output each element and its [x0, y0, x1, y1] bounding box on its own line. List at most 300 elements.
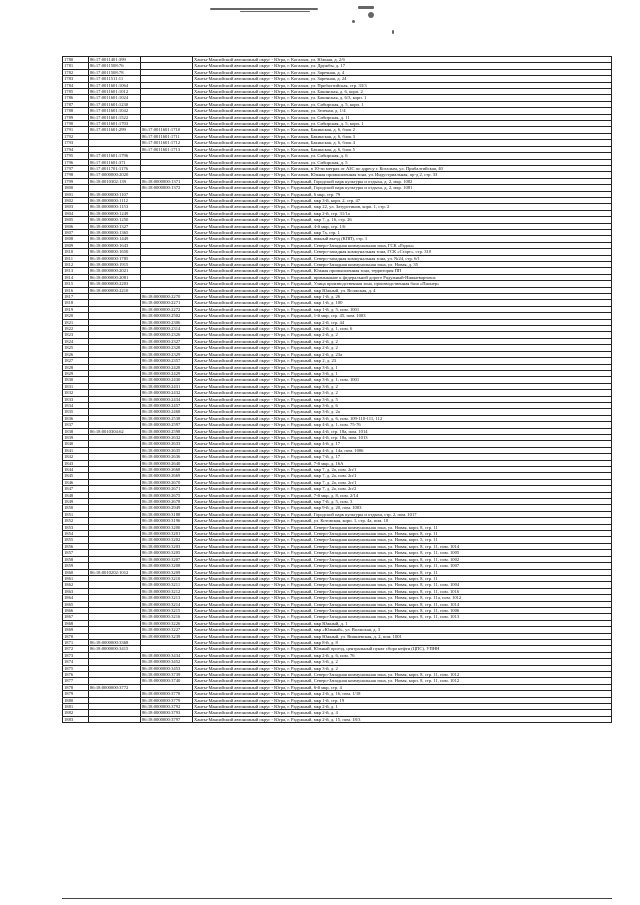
address: Ханты-Мансийский автономный округ - Югра, г. Радужный, мкр Южный, ул. Вишневская, д. 2, пом. 1001	[193, 633, 612, 639]
cadastral-number-2: 86:18:0000000:2429	[141, 370, 193, 376]
cadastral-number-2: 86:18:0000000:2949	[141, 505, 193, 511]
address: Ханты-Мансийский автономный округ - Югра, г. Радужный, мкр 2-й, д. 2	[193, 332, 612, 338]
row-number: 1794	[63, 146, 89, 152]
cadastral-number-2: 86:18:0000000:1372	[141, 185, 193, 191]
cadastral-number-2: 86:18:0000000:3452	[141, 659, 193, 665]
address: Ханты-Мансийский автономный округ - Югра, г. Когалым, ул. Заречная, д. 4	[193, 69, 612, 75]
address: Ханты-Мансийский автономный округ - Югра, г. Когалым, ул. Сибирская, д. 11	[193, 114, 612, 120]
cadastral-number-2: 86:18:0000000:3239	[141, 633, 193, 639]
cadastral-number-2: 86:18:0000000:2668	[141, 467, 193, 473]
row-number: 1793	[63, 140, 89, 146]
row-number: 1817	[63, 294, 89, 300]
cadastral-number-2: 86:18:0000000:2633	[141, 441, 193, 447]
row-number: 1815	[63, 281, 89, 287]
address: Ханты-Мансийский автономный округ - Югра, г. Радужный, мкр 2-й, д. 16, пом. 1/18	[193, 691, 612, 697]
row-number: 1808	[63, 236, 89, 242]
row-number: 1829	[63, 370, 89, 376]
scan-mark	[240, 11, 310, 12]
address: Ханты-Мансийский автономный округ - Югра, г. Радужный, Северо-Западная коммунальная зона, ул. Новая, корп. 8, стр. 11а, пом. 1012	[193, 595, 612, 601]
cadastral-number-2: 86:18:0000000:3227	[141, 627, 193, 633]
row-number: 1870	[63, 633, 89, 639]
cadastral-number-1: 86:17:0011601:1522	[89, 114, 141, 120]
cadastral-number-2: 86:18:0000000:3740	[141, 678, 193, 684]
address: Ханты-Мансийский автономный округ - Югра, г. Радужный, мкр 7, д. 2а, пом. 2п/1	[193, 473, 612, 479]
row-number: 1824	[63, 338, 89, 344]
address: Ханты-Мансийский автономный округ - Югра, г. Радужный, мкр 7-й, д. 17	[193, 454, 612, 460]
address: Ханты-Мансийский автономный округ - Югра, г. Радужный, 7-й мкр, д. 16А	[193, 460, 612, 466]
cadastral-number-1: 86:17:0011701:1176	[89, 165, 141, 171]
registry-table-body	[63, 57, 612, 723]
row-number: 1839	[63, 434, 89, 440]
row-number: 1859	[63, 563, 89, 569]
row-number: 1827	[63, 358, 89, 364]
registry-table	[62, 56, 612, 723]
cadastral-number-2: 86:18:0000000:3210	[141, 575, 193, 581]
cadastral-number-1: 86:18:0000000:1153	[89, 204, 141, 210]
row-number: 1847	[63, 486, 89, 492]
row-number: 1833	[63, 396, 89, 402]
row-number: 1814	[63, 274, 89, 280]
cadastral-number-2: 86:18:0000000:2329	[141, 351, 193, 357]
cadastral-number-2: 86:18:0000000:3203	[141, 543, 193, 549]
row-number: 1875	[63, 665, 89, 671]
cadastral-number-1: 86:17:0011601:1024	[89, 95, 141, 101]
address: Ханты-Мансийский автономный округ - Югра, г. Радужный, Северо-Западная коммунальная зона, ул. Новая, корп. 8, стр. 11, пом. 1002	[193, 556, 612, 562]
cadastral-number-2: 86:17:0011601:1713	[141, 146, 193, 152]
cadastral-number-2: 86:18:0000000:2431	[141, 383, 193, 389]
row-number: 1832	[63, 390, 89, 396]
address: Ханты-Мансийский автономный округ - Югра, г. Радужный, мкр 2-й, д. 4	[193, 710, 612, 716]
row-number: 1804	[63, 210, 89, 216]
address: Ханты-Мансийский автономный округ - Югра, г. Радужный, мкр 7, д. 2а, пом. 2п/2	[193, 486, 612, 492]
cadastral-number-2: 86:17:0011601:1710	[141, 127, 193, 133]
address: Ханты-Мансийский автономный округ - Югра, г. Радужный, мкр 2-й, д. 2	[193, 338, 612, 344]
row-number: 1854	[63, 531, 89, 537]
cadastral-number-1: 86:18:0010302:139	[89, 178, 141, 184]
cadastral-number-2: 86:18:0000000:2675	[141, 492, 193, 498]
row-number: 1879	[63, 691, 89, 697]
cadastral-number-2: 86:18:0000000:2428	[141, 364, 193, 370]
row-number: 1830	[63, 377, 89, 383]
row-number: 1863	[63, 588, 89, 594]
cadastral-number-1: 86:17:0011601:1064	[89, 82, 141, 88]
address: Ханты-Мансийский автономный округ - Югра, г. Радужный, мкр 7, д. 2а, пом. 2п/1	[193, 479, 612, 485]
address: Ханты-Мансийский автономный округ - Югра, г. Радужный, мкр Южный, д. 1	[193, 620, 612, 626]
row-number: 1848	[63, 492, 89, 498]
row-number: 1819	[63, 306, 89, 312]
address: Ханты-Мансийский автономный округ - Югра, г. Радужный, мкр 3-й, корп. 2, стр. 47	[193, 197, 612, 203]
row-number: 1795	[63, 153, 89, 159]
cadastral-number-2: 86:18:0000000:3739	[141, 672, 193, 678]
cadastral-number-2: 86:18:0000000:2669	[141, 473, 193, 479]
address: Ханты-Мансийский автономный округ - Югра, г. Радужный, Улица производственная зона, производственная база «Пионер»	[193, 281, 612, 287]
address: Ханты-Мансийский автономный округ - Югра, г. Когалым, Бакинская, д. 6, блок 4	[193, 140, 612, 146]
row-number: 1823	[63, 332, 89, 338]
address: Ханты-Мансийский автономный округ - Югра, г. Радужный, Северо-Западная коммунальная зона, ул. Новая, корп. 8, стр. 11, пом. 1014	[193, 543, 612, 549]
address: Ханты-Мансийский автономный округ - Югра, г. Радужный, мкр 3-й, д. 6	[193, 402, 612, 408]
row-number: 1805	[63, 217, 89, 223]
address: Ханты-Мансийский автономный округ - Югра, г. Радужный, примыкание к федеральной дороге Радужный-Нижневартовск	[193, 274, 612, 280]
cadastral-number-2: 86:18:0000000:3778	[141, 691, 193, 697]
row-number: 1822	[63, 326, 89, 332]
scan-header-artifacts	[0, 0, 640, 48]
row-number: 1852	[63, 518, 89, 524]
address: Ханты-Мансийский автономный округ - Югра, г. Когалым, ул. Заречная, д. 24	[193, 76, 612, 82]
row-number: 1800	[63, 185, 89, 191]
address: Ханты-Мансийский автономный округ - Югра, г. Радужный, Северо-Западная коммунальная зона, ул. Новая, корп. 8, стр. 11, пом. 1013	[193, 614, 612, 620]
scan-mark	[352, 20, 355, 23]
address: Ханты-Мансийский автономный округ - Югра, г. Радужный, Северо-Западная коммунальная зона, ГСК «Радон»	[193, 242, 612, 248]
row-number: 1802	[63, 197, 89, 203]
address: Ханты-Мансийский автономный округ - Югра, г. Радужный, 1-й мкр, стр. 45, пом. 1003	[193, 313, 612, 319]
address: Ханты-Мансийский автономный округ - Югра, г. Радужный, мкр 7, д. 16, стр. 26	[193, 217, 612, 223]
cadastral-number-1: 86:18:0000000:1449	[89, 236, 141, 242]
row-number: 1809	[63, 242, 89, 248]
row-number: 1865	[63, 601, 89, 607]
cadastral-number-1: 86:18:0000000:1250	[89, 217, 141, 223]
cadastral-number-1: 86:17:0011508:76	[89, 63, 141, 69]
row-number: 1868	[63, 620, 89, 626]
address: Ханты-Мансийский автономный округ - Югра, г. Когалым, Бакинская, д. 6, блок 3	[193, 133, 612, 139]
address: Ханты-Мансийский автономный округ - Югра, г. Радужный, мкр 3-й, д. 1	[193, 370, 612, 376]
address: Ханты-Мансийский автономный округ - Югра, г. Радужный, мкр 3-й, д. 1	[193, 364, 612, 370]
address: Ханты-Мансийский автономный округ - Югра, г. Радужный, Северо-Западная коммунальная зона, ул. Новая, корп. 8, стр. 11, пом. 1012	[193, 672, 612, 678]
scan-mark	[368, 12, 374, 18]
address: Ханты-Мансийский автономный округ - Югра, г. Когалым, ул. Сибирская, д. 5	[193, 159, 612, 165]
cadastral-number-1: 86:17:0011508:78	[89, 69, 141, 75]
cadastral-number-2: 86:18:0000000:3213	[141, 595, 193, 601]
cadastral-number-1: 86:18:0000000:1643	[89, 242, 141, 248]
address: Ханты-Мансийский автономный округ - Югра, г. Когалым, ул. Южная, д. 2/б	[193, 57, 612, 63]
address: Ханты-Мансийский автономный округ - Югра, г. Радужный, Северо-Западная коммунальная зона, ул. Новая, корп. 8, стр. 11, пом. 1016	[193, 588, 612, 594]
cadastral-number-1: 86:18:0000000:1107	[89, 191, 141, 197]
scan-mark	[210, 8, 318, 10]
row-number: 1843	[63, 460, 89, 466]
address: Ханты-Мансийский автономный округ - Югра, г. Радужный, мкр 2-й, д. 2	[193, 345, 612, 351]
address: Ханты-Мансийский автономный округ - Югра, г. Когалым, Южная промышленная зона, ул. Индустриальная, пр-д 2, стр. 33	[193, 172, 612, 178]
cadastral-number-1: 86:18:0000000:1915	[89, 262, 141, 268]
address: Ханты-Мансийский автономный округ - Югра, г. Радужный, Южная промышленная зона, территория ПП	[193, 268, 612, 274]
cadastral-number-2: 86:18:0000000:2670	[141, 479, 193, 485]
row-number: 1782	[63, 69, 89, 75]
address: Ханты-Мансийский автономный округ - Югра, г. Радужный, мкр 4-й, стр. 18а, пом. 1013	[193, 434, 612, 440]
row-number: 1858	[63, 556, 89, 562]
bottom-rule	[62, 898, 612, 899]
row-number: 1866	[63, 607, 89, 613]
row-number: 1807	[63, 229, 89, 235]
address: Ханты-Мансийский автономный округ - Югра, г. Когалым, ул. Бакинская, д. 6/3, корп. 1	[193, 95, 612, 101]
address: Ханты-Мансийский автономный округ - Югра, г. Радужный, Северо-западная коммунальная зона, ГСК «Старт», стр. 310	[193, 249, 612, 255]
address: Ханты-Мансийский автономный округ - Югра, г. Когалым, ул. Бакинская, д. 6, корп. 2	[193, 89, 612, 95]
row-number: 1855	[63, 537, 89, 543]
row-number: 1831	[63, 383, 89, 389]
cadastral-number-2: 86:18:0000000:2272	[141, 306, 193, 312]
cadastral-number-1: 86:17:0011401:399	[89, 57, 141, 63]
cadastral-number-1: 86:18:0000000:3368	[89, 639, 141, 645]
cadastral-number-2: 86:18:0000000:2306	[141, 319, 193, 325]
cadastral-number-2: 86:18:0000000:2671	[141, 486, 193, 492]
cadastral-number-1: 86:17:0000000:2020	[89, 172, 141, 178]
address: Ханты-Мансийский автономный округ - Югра, г. Радужный, мкр 7а, стр. 1	[193, 229, 612, 235]
row-number: 1864	[63, 595, 89, 601]
address: Ханты-Мансийский автономный округ - Югра, г. Радужный, мкр 3-й, д. 2	[193, 665, 612, 671]
cadastral-number-2: 86:18:0000000:2502	[141, 313, 193, 319]
row-number: 1857	[63, 550, 89, 556]
address: Ханты-Мансийский автономный округ - Югра, г. Радужный, Городской парк культуры и отдыха, д. 2, мкр. 1082	[193, 178, 612, 184]
row-number: 1841	[63, 447, 89, 453]
cadastral-number-1: 86:18:0000000:2081	[89, 274, 141, 280]
scan-mark	[358, 6, 374, 9]
cadastral-number-2: 86:18:0000000:3216	[141, 614, 193, 620]
row-number: 1876	[63, 672, 89, 678]
address: Ханты-Мансийский автономный округ - Югра, г. Когалым, ул. Зеленая, д. 1/4	[193, 108, 612, 114]
cadastral-number-2: 86:18:0000000:2635	[141, 447, 193, 453]
row-number: 1816	[63, 287, 89, 293]
address: Ханты-Мансийский автономный округ - Югра, г. Когалым, в 10-ти метрах от АЗС по адресу г. Когалым, ул. Прибалтийская, 40	[193, 165, 612, 171]
cadastral-number-2: 86:18:0000000:2636	[141, 454, 193, 460]
address: Ханты-Мансийский автономный округ - Югра, г. Когалым, ул. Дружбы, д. 17	[193, 63, 612, 69]
row-number: 1810	[63, 249, 89, 255]
cadastral-number-2: 86:18:0000000:3215	[141, 607, 193, 613]
address: Ханты-Мансийский автономный округ - Югра, г. Радужный, мкр 9-й, д. 20, пом. 1003	[193, 505, 612, 511]
row-number: 1787	[63, 101, 89, 107]
row-number: 1853	[63, 524, 89, 530]
address: Ханты-Мансийский автономный округ - Югра, г. Радужный, Городской парк культуры и отдыха, стр. 2, пом. 1017	[193, 511, 612, 517]
row-number: 1821	[63, 319, 89, 325]
address: Ханты-Мансийский автономный округ - Югра, г. Радужный, мкр 2-й, д. 23а	[193, 351, 612, 357]
cadastral-number-2: 86:18:0000000:2328	[141, 345, 193, 351]
row-number: 1845	[63, 473, 89, 479]
address: Ханты-Мансийский автономный округ - Югра, г. Радужный, мкр 2-й, д. 1, пом. 6	[193, 326, 612, 332]
cadastral-number-2: 86:18:0000000:2314	[141, 326, 193, 332]
row-number: 1872	[63, 646, 89, 652]
cadastral-number-1: 86:17:0011601:1703	[89, 121, 141, 127]
cadastral-number-2: 86:18:0000000:3211	[141, 582, 193, 588]
cadastral-number-2: 86:18:0000000:3434	[141, 652, 193, 658]
cadastral-number-1: 86:17:0011511:11	[89, 76, 141, 82]
row-number: 1785	[63, 89, 89, 95]
row-number: 1784	[63, 82, 89, 88]
cadastral-number-1: 86:18:0000000:1249	[89, 210, 141, 216]
address: Ханты-Мансийский автономный округ - Югра, г. Когалым, Бакинская, д. 6, блок 5	[193, 146, 612, 152]
address: Ханты-Мансийский автономный округ - Югра, г. Радужный, Северо-Западная коммунальная зона, ул. Новая, корп. 8, стр. 11	[193, 524, 612, 530]
address: Ханты-Мансийский автономный округ - Югра, г. Радужный, мкр Южный, ул. Волжская, д. 4	[193, 287, 612, 293]
cadastral-number-1: 86:18:0000000:3772	[89, 684, 141, 690]
cadastral-number-2: 86:18:0000000:2430	[141, 377, 193, 383]
cadastral-number-1: 86:18:0000000:1365	[89, 229, 141, 235]
row-number: 1844	[63, 467, 89, 473]
cadastral-number-1: 86:18:0000000:1112	[89, 197, 141, 203]
address: Ханты-Мансийский автономный округ - Югра, г. Радужный, Северо-Западная коммунальная зона, ул. Новая, корп. 8, стр. 11, пом. 1005	[193, 550, 612, 556]
address: Ханты-Мансийский автономный округ - Югра, г. Радужный, 4-й мкр, стр. 1/6	[193, 223, 612, 229]
row-number: 1792	[63, 133, 89, 139]
cadastral-number-2: 86:18:0000000:3792	[141, 704, 193, 710]
cadastral-number-2: 86:18:0000000:2357	[141, 358, 193, 364]
address: Ханты-Мансийский автономный округ - Югра, г. Радужный, мкр 2, д. 23	[193, 358, 612, 364]
cadastral-number-2: 86:18:0000000:3214	[141, 601, 193, 607]
address: Ханты-Мансийский автономный округ - Югра, г. Радужный, мкр 2-й, д. 1	[193, 704, 612, 710]
address: Ханты-Мансийский автономный округ - Югра, г. Радужный, мкр 3-й, д. 2а	[193, 409, 612, 415]
address: Ханты-Мансийский автономный округ - Югра, г. Радужный, мкр 1-й, стр. 19	[193, 697, 612, 703]
address: Ханты-Мансийский автономный округ - Югра, г. Радужный, ул. Котовская, корп. 1, стр. 4а, пом. 10	[193, 518, 612, 524]
cadastral-number-1: 86:17:0011601:299	[89, 127, 141, 133]
address: Ханты-Мансийский автономный округ - Югра, г. Радужный, Северо-Западная коммунальная зона, ул. Новая, корп. 8, стр. 11, пом. 1014	[193, 601, 612, 607]
cadastral-number-2: 86:18:0000000:2632	[141, 434, 193, 440]
address: Ханты-Мансийский автономный округ - Югра, г. Радужный, Северо-Западная коммунальная зона, ул. Новая, корп. 8, стр. 11, пом. 1007	[193, 563, 612, 569]
cadastral-number-1: 86:18:0000000:2021	[89, 268, 141, 274]
row-number: 1873	[63, 652, 89, 658]
row-number: 1803	[63, 204, 89, 210]
cadastral-number-1: 86:17:0011601:1796	[89, 153, 141, 159]
address: Ханты-Мансийский автономный округ - Югра, г. Радужный, мкр 22, ул. Затурстинов, корп. 1, стр. 2	[193, 204, 612, 210]
cadastral-number-1: 86:17:0011601:1012	[89, 89, 141, 95]
address: Ханты-Мансийский автономный округ - Югра, г. Когалым, ул. Прибалтийская, стр. 33/3	[193, 82, 612, 88]
cadastral-number-2: 86:18:0000000:3207	[141, 556, 193, 562]
row-number: 1861	[63, 575, 89, 581]
address: Ханты-Мансийский автономный округ - Югра, г. Радужный, мкр 4-й, д. 1, пом. 75-76	[193, 422, 612, 428]
address: Ханты-Мансийский автономный округ - Югра, г. Радужный, мкр 2-й, д. 15, пом. 18/3	[193, 716, 612, 722]
row-number: 1849	[63, 499, 89, 505]
address: Ханты-Мансийский автономный округ - Югра, г. Радужный, Северо-Западная коммунальная зона, ул. Новая, корп. 8, стр. 11	[193, 575, 612, 581]
row-number: 1882	[63, 710, 89, 716]
address: Ханты-Мансийский автономный округ - Югра, г. Радужный, мкр 7-й, д. 5, пом. 3	[193, 499, 612, 505]
cadastral-number-2: 86:18:0000000:3196	[141, 518, 193, 524]
address: Ханты-Мансийский автономный округ - Югра, г. Радужный, Южный проезд, центральный пункт сбора нефти (ЦПС), УПНН	[193, 646, 612, 652]
row-number: 1856	[63, 543, 89, 549]
row-number: 1812	[63, 262, 89, 268]
cadastral-number-2: 86:17:0011601:1712	[141, 140, 193, 146]
row-number: 1851	[63, 511, 89, 517]
cadastral-number-2: 86:18:0000000:2457	[141, 402, 193, 408]
row-number: 1837	[63, 422, 89, 428]
address: Ханты-Мансийский автономный округ - Югра, г. Радужный, мкр 3-й, д. 5	[193, 396, 612, 402]
row-number: 1798	[63, 172, 89, 178]
cadastral-number-1: 86:18:0000000:1650	[89, 249, 141, 255]
cadastral-number-2: 86:17:0011601:1711	[141, 133, 193, 139]
address: Ханты-Мансийский автономный округ - Югра, г. Радужный, мкр 3-й, д. 1, пом. 1001	[193, 377, 612, 383]
row-number: 1786	[63, 95, 89, 101]
scan-mark	[392, 30, 394, 34]
cadastral-number-1: 86:18:0010304:62	[89, 428, 141, 434]
row-number: 1850	[63, 505, 89, 511]
cadastral-number-2: 86:18:0000000:3209	[141, 569, 193, 575]
cadastral-number-2: 86:18:0000000:2597	[141, 422, 193, 428]
row-number: 1789	[63, 114, 89, 120]
cadastral-number-2: 86:18:0000000:1371	[141, 178, 193, 184]
row-number: 1791	[63, 127, 89, 133]
row-number: 1874	[63, 659, 89, 665]
cadastral-number-2: 86:18:0000000:2598	[141, 428, 193, 434]
address: Ханты-Мансийский автономный округ - Югра, г. Радужный, мкр 4-й, д. 14а, пом. 1006	[193, 447, 612, 453]
cadastral-number-2: 86:18:0000000:3200	[141, 524, 193, 530]
cadastral-number-2: 86:18:0000000:2270	[141, 294, 193, 300]
address: Ханты-Мансийский автономный округ - Югра, г. Радужный, Северо-западная коммунальная зона, ул. №24, стр. 6/1	[193, 255, 612, 261]
address: Ханты-Мансийский автономный округ - Югра, г. Радужный, мкр 4-й, стр. 18а, пом. 1014	[193, 428, 612, 434]
row-number: 1811	[63, 255, 89, 261]
cadastral-number-2: 86:18:0000000:2468	[141, 409, 193, 415]
address: Ханты-Мансийский автономный округ - Югра, г. Когалым, ул. Сибирская, д. 5, корп. 1	[193, 121, 612, 127]
row-number: 1780	[63, 57, 89, 63]
address: Ханты-Мансийский автономный округ - Югра, г. Радужный, мкр 7, д. 2а, пом. 2п/1	[193, 467, 612, 473]
address: Ханты-Мансийский автономный округ - Югра, г. Радужный, 6 мкр, стр. 79	[193, 191, 612, 197]
address: Ханты-Мансийский автономный округ - Югра, г. Радужный, Северо-Западная коммунальная зона, ул. Новая, корп. 8, стр. 11, пом. 1012	[193, 678, 612, 684]
row-number: 1783	[63, 76, 89, 82]
cadastral-number-2: 86:18:0000000:3205	[141, 550, 193, 556]
address: Ханты-Мансийский автономный округ - Югра, г. Радужный, мкр 1-й, д. 100	[193, 300, 612, 306]
row-number: 1828	[63, 364, 89, 370]
cadastral-number-2: 86:18:0000000:3202	[141, 537, 193, 543]
address: Ханты-Мансийский автономный округ - Югра, г. Радужный, мкр 3-й, д. 6, пом. 109-110-111, 112	[193, 415, 612, 421]
address: Ханты-Мансийский автономный округ - Югра, г. Когалым, Бакинская, д. 6, блок 2	[193, 127, 612, 133]
address: Ханты-Мансийский автономный округ - Югра, г. Радужный, мкр 2-й, стр. 44	[193, 319, 612, 325]
cadastral-number-2: 86:18:0000000:3797	[141, 716, 193, 722]
address: Ханты-Мансийский автономный округ - Югра, г. Радужный, Северо-Западная коммунальная зона, ул. Новая, корп. 8, стр. 11	[193, 531, 612, 537]
address: Ханты-Мансийский автономный округ - Югра, г. Радужный, Северо-Западная коммунальная зона, ул. Новая, д. 35	[193, 262, 612, 268]
cadastral-number-2: 86:18:0000000:2326	[141, 332, 193, 338]
cadastral-number-1: 86:18:0000000:1327	[89, 223, 141, 229]
row-number: 1834	[63, 402, 89, 408]
row-number: 1835	[63, 409, 89, 415]
row-number: 1825	[63, 345, 89, 351]
address: Ханты-Мансийский автономный округ - Югра, г. Радужный, Северо-Западная коммунальная зона, ул. Новая, корп. 8, стр. 11	[193, 569, 612, 575]
cadastral-number-2: 86:18:0000000:3779	[141, 697, 193, 703]
address: Ханты-Мансийский автономный округ - Югра, г. Радужный, мкр 2-й, д. 6, пом. 76	[193, 652, 612, 658]
table-row	[63, 716, 612, 722]
row-number: 1840	[63, 441, 89, 447]
address: Ханты-Мансийский автономный округ - Югра, г. Радужный, мкр 1-й, д. 26	[193, 294, 612, 300]
row-number: 1799	[63, 178, 89, 184]
cadastral-number-1: 86:18:0010202:1012	[89, 569, 141, 575]
row-number: 1813	[63, 268, 89, 274]
cadastral-number-2: 86:18:0000000:2271	[141, 300, 193, 306]
cadastral-number-2: 86:18:0000000:3201	[141, 531, 193, 537]
address: Ханты-Мансийский автономный округ - Югра, г. Радужный, Северо-Западная коммунальная зона, ул. Новая, корп. 8, стр. 11, пом. 1004	[193, 582, 612, 588]
address: Ханты-Мансийский автономный округ - Югра, г. Когалым, ул. Сибирская, д. 6	[193, 153, 612, 159]
address: Ханты-Мансийский автономный округ - Югра, г. Радужный, мкр 1-й, д. 5, пом. 1001	[193, 306, 612, 312]
address: Ханты-Мансийский автономный округ - Югра, г. Радужный, 6-й мкр, стр. 4	[193, 684, 612, 690]
row-number: 1838	[63, 428, 89, 434]
row-number: 1788	[63, 108, 89, 114]
row-number: 1881	[63, 704, 89, 710]
row-number: 1806	[63, 223, 89, 229]
cadastral-number-2: 86:18:0000000:3212	[141, 588, 193, 594]
cadastral-number-1: 86:18:0000000:1785	[89, 255, 141, 261]
cadastral-number-1: 86:17:0011601:1230	[89, 101, 141, 107]
cadastral-number-1: 86:18:0000000:2203	[89, 281, 141, 287]
row-number: 1860	[63, 569, 89, 575]
row-number: 1836	[63, 415, 89, 421]
cadastral-number-1: 86:18:0000000:2210	[89, 287, 141, 293]
row-number: 1842	[63, 454, 89, 460]
row-number: 1846	[63, 479, 89, 485]
row-number: 1790	[63, 121, 89, 127]
cadastral-number-2: 86:18:0000000:2434	[141, 396, 193, 402]
cadastral-number-2: 86:18:0000000:3188	[141, 511, 193, 517]
cadastral-number-2: 86:18:0000000:2640	[141, 460, 193, 466]
row-number: 1880	[63, 697, 89, 703]
row-number: 1796	[63, 159, 89, 165]
address: Ханты-Мансийский автономный округ - Югра, г. Радужный, Городской парк культуры и отдыха, д. 2, мкр. 1081	[193, 185, 612, 191]
address: Ханты-Мансийский автономный округ - Югра, г. Радужный, мкр 3-й, д. 2	[193, 383, 612, 389]
address: Ханты-Мансийский автономный округ - Югра, г. Радужный, 7-й мкр, д. 8, пом. 2/14	[193, 492, 612, 498]
row-number: 1871	[63, 639, 89, 645]
address: Ханты-Мансийский автономный округ - Югра, г. Радужный, мкр «Южный», ул. Волжская, д. 3	[193, 627, 612, 633]
address: Ханты-Мансийский автономный округ - Югра, г. Радужный, южный въезд (КПП), стр. 1	[193, 236, 612, 242]
address: Ханты-Мансийский автономный округ - Югра, г. Когалым, ул. Сибирская, д. 5, корп. 1	[193, 101, 612, 107]
address: Ханты-Мансийский автономный округ - Югра, г. Радужный, Северо-Западная коммунальная зона, ул. Новая, корп. 5, стр. 11	[193, 537, 612, 543]
row-number: 1877	[63, 678, 89, 684]
cadastral-number-2: 86:18:0000000:3226	[141, 620, 193, 626]
